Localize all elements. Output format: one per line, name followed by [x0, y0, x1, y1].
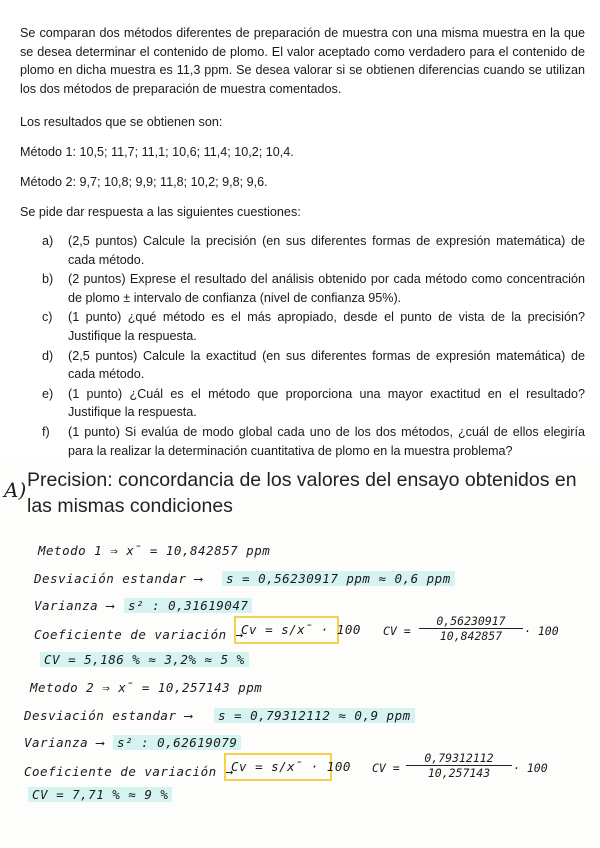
question-text: (2 puntos) Exprese el resultado del análisis obtenido por cada método como concentración de plomo ± intervalo de confianza (nivel de confianza 95%).: [68, 272, 585, 305]
m1-cv-formula: Cv = s/x̄ · 100: [241, 622, 361, 637]
m2-cv-formula: Cv = s/x̄ · 100: [231, 759, 351, 774]
m2-cv-result: CV = 7,71 % ≈ 9 %: [28, 787, 172, 802]
part-mark: A): [4, 478, 27, 502]
question-label: e): [42, 386, 54, 401]
results-intro: Los resultados que se obtienen son:: [20, 115, 223, 129]
m1-mean: Metodo 1 ⇒ x̄ = 10,842857 ppm: [38, 543, 271, 558]
question-item: [20, 270, 585, 307]
question-text: (1 punto) ¿qué método es el más apropiado, desde el punto de vista de la precisión? Justifique la respuesta.: [68, 310, 585, 343]
question-label: b): [42, 272, 54, 287]
questions-list: [20, 232, 585, 461]
question-label: f): [42, 424, 50, 439]
question-label: c): [42, 310, 53, 325]
method2-data: Método 2: 9,7; 10,8; 9,9; 11,8; 10,2; 9,8; 9,6.: [20, 175, 268, 189]
m1-var-label: Varianza ⟶: [34, 598, 115, 613]
m1-sd-value: s = 0,56230917 ppm ≈ 0,6 ppm: [222, 571, 455, 586]
m2-var-label: Varianza ⟶: [24, 735, 105, 750]
method1-data: Método 1: 10,5; 11,7; 11,1; 10,6; 11,4; 10,2; 10,4.: [20, 145, 294, 159]
notes-heading: Precision: concordancia de los valores del ensayo obtenidos en las mismas condiciones: [27, 469, 577, 517]
question-text: (2,5 puntos) Calcule la precisión (en sus diferentes formas de expresión matemática) de cada método.: [68, 234, 585, 267]
question-item: [20, 308, 585, 345]
m2-cv-prefix: CV =: [372, 761, 400, 775]
question-item: [20, 232, 585, 269]
question-text: (1 punto) ¿Cuál es el método que proporciona una mayor exactitud en el resultado? Justifique la respuesta.: [68, 386, 585, 420]
m1-cv-label: Coeficiente de variación ⟶: [34, 627, 243, 642]
m2-cv-fraction: [406, 751, 512, 780]
m1-cv-num: 0,56230917: [419, 614, 523, 629]
question-label: a): [42, 234, 54, 248]
question-text: (1 punto) Si evalúa de modo global cada uno de los dos métodos, ¿cuál de ellos elegiría para la realizar la determinación cuantitativa de plomo en la muestra problema?: [68, 424, 585, 458]
m1-sd-label: Desviación estandar ⟶: [34, 571, 203, 586]
question-item: [20, 385, 585, 422]
question-label: d): [42, 348, 54, 363]
m1-var-value: s² : 0,31619047: [124, 598, 252, 613]
m1-cv-fraction: [419, 614, 523, 643]
m1-cv-suffix: · 100: [524, 624, 559, 638]
m2-var-value: s² : 0,62619079: [113, 735, 241, 750]
m2-cv-formula-box: [224, 753, 351, 781]
m2-sd-label: Desviación estandar ⟶: [24, 708, 193, 723]
question-item: [20, 423, 585, 460]
m1-cv-den: 10,842857: [439, 629, 503, 643]
m1-cv-formula-box: [234, 616, 361, 644]
m1-cv-prefix: CV =: [383, 624, 411, 638]
intro-paragraph: Se comparan dos métodos diferentes de preparación de muestra con una misma muestra en la que se desea determinar el contenido de plomo. El valor aceptado como verdadero para el contenido de plomo en dicha muestra es 11,3 ppm. Se desea valorar si se obtienen diferencias cuando se utilizan los dos métodos de preparación de muestra comentados.: [20, 26, 585, 96]
m2-cv-label: Coeficiente de variación ⟶: [24, 764, 233, 779]
m2-cv-suffix: · 100: [513, 761, 548, 775]
question-item: [20, 347, 585, 384]
m2-sd-value: s = 0,79312112 ≈ 0,9 ppm: [214, 708, 415, 723]
question-text: (2,5 puntos) Calcule la exactitud (en sus diferentes formas de expresión matemática) de cada método.: [68, 348, 585, 382]
questions-intro: Se pide dar respuesta a las siguientes cuestiones:: [20, 205, 301, 219]
m1-cv-result: CV = 5,186 % ≈ 3,2% ≈ 5 %: [40, 652, 249, 667]
m2-cv-num: 0,79312112: [406, 751, 512, 766]
m2-cv-den: 10,257143: [427, 766, 491, 780]
m2-mean: Metodo 2 ⇒ x̄ = 10,257143 ppm: [30, 680, 263, 695]
